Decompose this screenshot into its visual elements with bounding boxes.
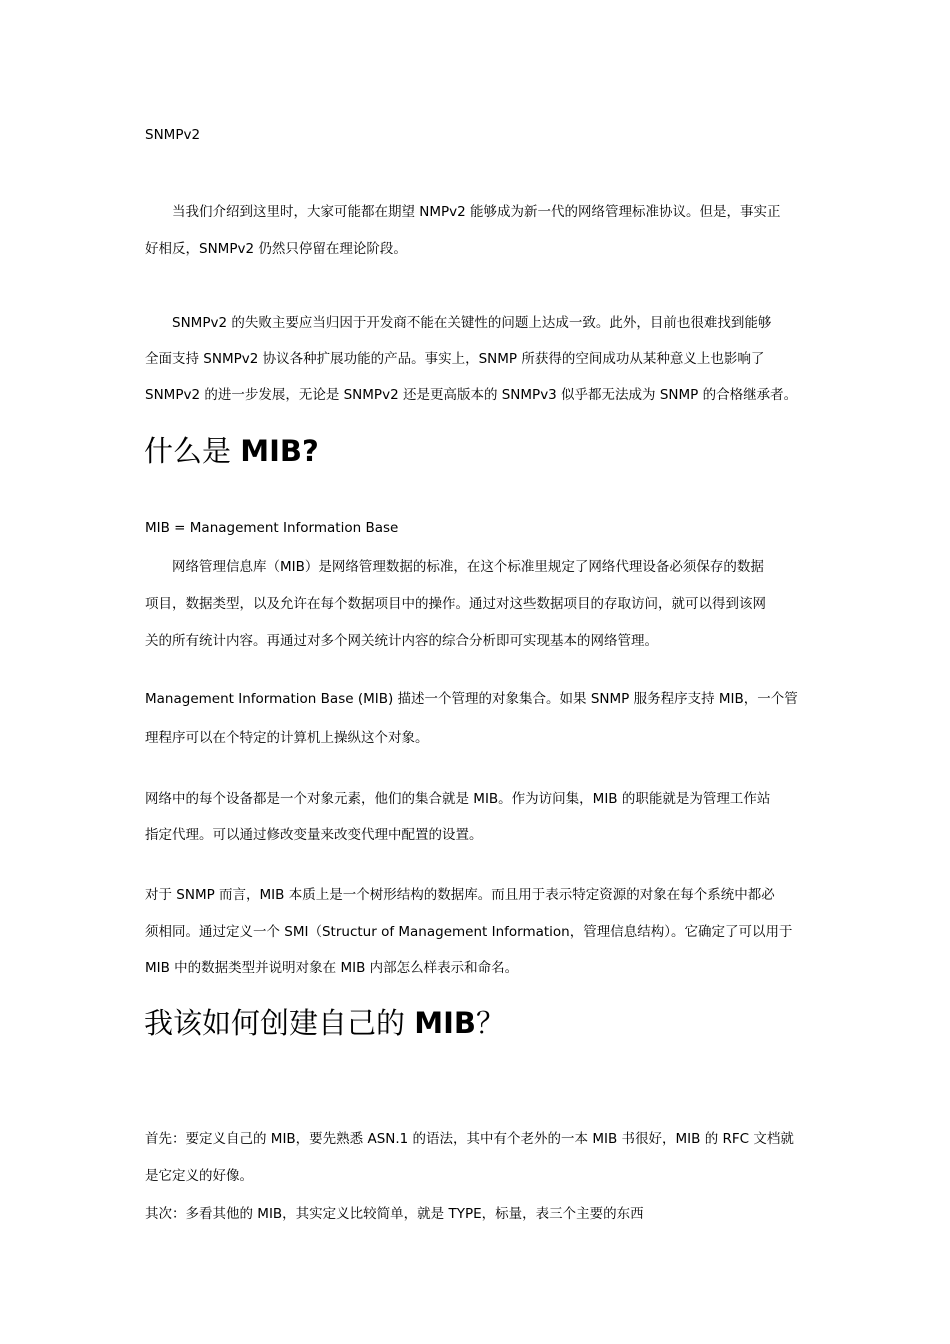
paragraph-line: Management Information Base (MIB) 描述一个管理的对象集合。如果 SNMP 服务程序支持 MIB，一个管 [145, 691, 798, 707]
paragraph-line: 关的所有统计内容。再通过对多个网关统计内容的综合分析即可实现基本的网络管理。 [145, 633, 658, 649]
paragraph-line: 全面支持 SNMPv2 协议各种扩展功能的产品。事实上，SNMP 所获得的空间成功从某种意义上也影响了 [145, 351, 765, 367]
heading-suffix: ？ [475, 1006, 505, 1040]
paragraph-line: MIB 中的数据类型并说明对象在 MIB 内部怎么样表示和命名。 [145, 960, 519, 976]
heading-prefix: 我该如何创建自己的 [144, 1006, 415, 1040]
paragraph-line: 其次：多看其他的 MIB，其实定义比较简单，就是 TYPE，标量，表三个主要的东西 [145, 1206, 644, 1222]
mib-definition: MIB = Management Information Base [145, 520, 399, 536]
paragraph-line: SNMPv2 的失败主要应当归因于开发商不能在关键性的问题上达成一致。此外，目前也很难找到能够 [172, 315, 772, 331]
paragraph-line: 须相同。通过定义一个 SMI（Structur of Management Information，管理信息结构）。它确定了可以用于 [145, 924, 793, 940]
heading-prefix: 什么是 [144, 434, 241, 468]
section-title-snmpv2: SNMPv2 [145, 127, 201, 143]
paragraph-line: SNMPv2 的进一步发展，无论是 SNMPv2 还是更高版本的 SNMPv3 似乎都无法成为 SNMP 的合格继承者。 [145, 387, 798, 403]
paragraph-line: 指定代理。可以通过修改变量来改变代理中配置的设置。 [145, 827, 483, 843]
paragraph-line: 好相反，SNMPv2 仍然只停留在理论阶段。 [145, 241, 407, 257]
paragraph-line: 网络中的每个设备都是一个对象元素，他们的集合就是 MIB。作为访问集，MIB 的职能就是为管理工作站 [145, 791, 771, 807]
heading-bold: MIB? [240, 434, 319, 468]
paragraph-line: 首先：要定义自己的 MIB，要先熟悉 ASN.1 的语法，其中有个老外的一本 MIB 书很好，MIB 的 RFC 文档就 [145, 1131, 794, 1147]
heading-what-is-mib [144, 433, 319, 469]
paragraph-line: 对于 SNMP 而言，MIB 本质上是一个树形结构的数据库。而且用于表示特定资源的对象在每个系统中都必 [145, 887, 775, 903]
heading-create-mib [144, 1005, 505, 1041]
paragraph-line: 理程序可以在个特定的计算机上操纵这个对象。 [145, 730, 429, 746]
paragraph-line: 是它定义的好像。 [145, 1168, 253, 1184]
heading-bold: MIB [414, 1006, 476, 1040]
paragraph-line: 当我们介绍到这里时，大家可能都在期望 NMPv2 能够成为新一代的网络管理标准协议。但是，事实正 [172, 204, 781, 220]
paragraph-line: 网络管理信息库（MIB）是网络管理数据的标准，在这个标准里规定了网络代理设备必须保存的数据 [172, 559, 764, 575]
paragraph-line: 项目，数据类型，以及允许在每个数据项目中的操作。通过对这些数据项目的存取访问，就可以得到该网 [145, 596, 766, 612]
